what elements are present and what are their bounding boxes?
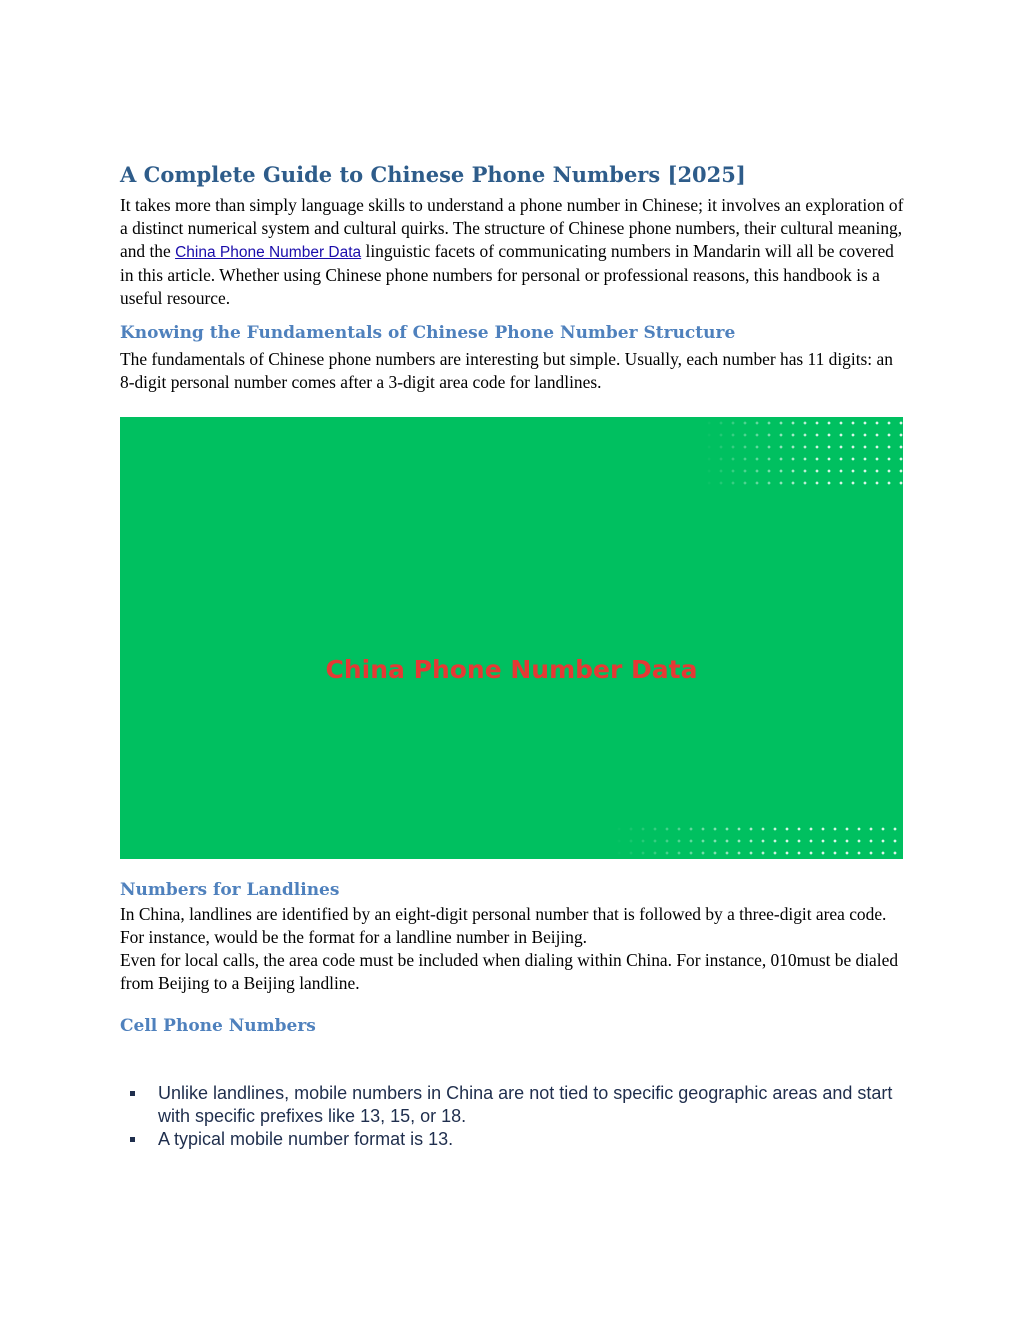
intro-text-before: It takes more than simply language skills to understand a phone number in Chinese; it involves an exploration of a distinct numerical system and cultural quirks. The structure of Chinese phone numbers, their cultural meaning, and the	[120, 195, 904, 261]
china-phone-number-data-banner	[120, 417, 903, 859]
bullet-text: A typical mobile number format is 13.	[158, 1129, 454, 1149]
landlines-paragraph-2: For instance, would be the format for a landline number in Beijing.	[120, 927, 588, 947]
square-bullet-icon	[130, 1137, 135, 1142]
banner-text: China Phone Number Data	[325, 655, 698, 684]
list-item	[120, 1128, 905, 1151]
landlines-paragraph-1: In China, landlines are identified by an eight-digit personal number that is followed by a three-digit area code.	[120, 904, 887, 924]
cell-phone-heading: Cell Phone Numbers	[120, 1016, 316, 1036]
page-title: A Complete Guide to Chinese Phone Numbers [2025]	[120, 162, 746, 187]
landlines-paragraph-3: Even for local calls, the area code must be included when dialing within China. For instance, 010must be dialed from Beijing to a Beijing landline.	[120, 950, 899, 993]
intro-text-after: linguistic facets of communicating numbers in Mandarin will all be covered in this article. Whether using Chinese phone numbers for personal or professional reasons, this handbook is a useful resource.	[120, 241, 894, 308]
intro-paragraph	[120, 194, 905, 310]
list-item	[120, 1082, 905, 1128]
china-phone-number-data-link[interactable]: China Phone Number Data	[175, 244, 362, 261]
square-bullet-icon	[130, 1091, 135, 1096]
cell-phone-bullet-list	[120, 1082, 905, 1151]
bullet-text: Unlike landlines, mobile numbers in China are not tied to specific geographic areas and start with specific prefixes like 13, 15, or 18.	[158, 1083, 893, 1126]
document-page	[120, 160, 905, 1151]
landlines-heading: Numbers for Landlines	[120, 880, 340, 900]
dot-pattern-top-right	[703, 417, 903, 487]
fundamentals-heading: Knowing the Fundamentals of Chinese Phone Number Structure	[120, 323, 736, 343]
fundamentals-paragraph: The fundamentals of Chinese phone numbers are interesting but simple. Usually, each number has 11 digits: an 8-digit personal number comes after a 3-digit area code for landlines.	[120, 349, 893, 392]
dot-pattern-bottom-right	[613, 823, 903, 859]
